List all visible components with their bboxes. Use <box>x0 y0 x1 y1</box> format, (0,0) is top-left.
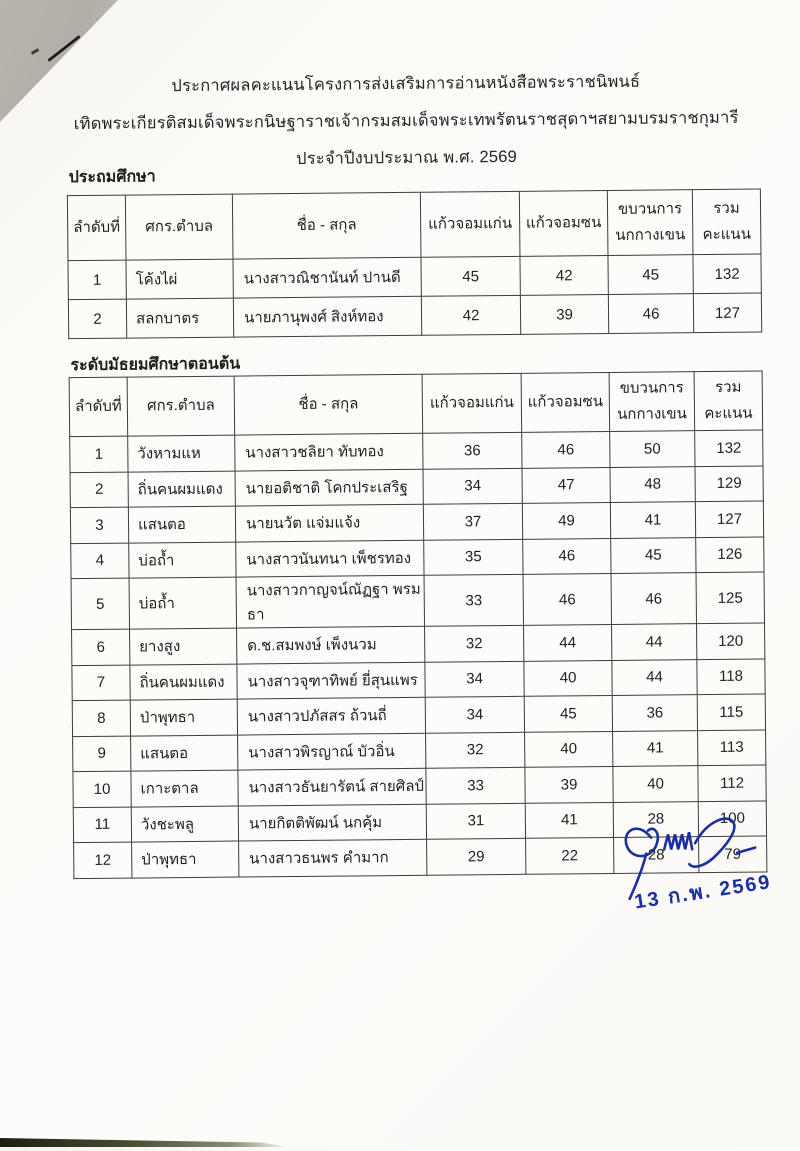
table-cell: นายกิตติพัฒน์ นกคุ้ม <box>238 804 426 841</box>
table-cell: 7 <box>72 665 130 701</box>
table-cell: 36 <box>423 432 522 468</box>
table-cell: 46 <box>523 573 611 625</box>
table-cell: บ่อถ้ำ <box>129 542 236 579</box>
table-cell: นางสาวจุฑาทิพย์ ยี่สุนแพร <box>237 662 425 699</box>
table-cell: 42 <box>421 295 520 335</box>
column-header: ศกร.ตำบล <box>127 376 235 436</box>
table-cell: นายอติชาติ โคกประเสริฐ <box>235 469 423 506</box>
table-cell: 45 <box>608 255 693 295</box>
document-header <box>0 62 800 181</box>
column-header: ลำดับที่ <box>69 377 128 437</box>
table-cell: 44 <box>524 624 612 660</box>
table-cell: บ่อถ้ำ <box>129 577 236 629</box>
table-cell: 47 <box>522 467 610 503</box>
table-cell: นางสาวกาญจน์ณัฏฐา พรมธา <box>236 575 424 628</box>
column-header: แก้วจอมแก่น <box>422 373 522 433</box>
table-cell: 45 <box>611 537 696 573</box>
table-cell: แสนตอ <box>128 506 235 543</box>
table-cell: 46 <box>608 294 693 334</box>
table-cell: 33 <box>424 574 523 626</box>
table-cell: 46 <box>611 573 696 625</box>
table-cell: 5 <box>71 578 129 630</box>
table-cell: นางสาวธนพร คำมาก <box>239 839 427 876</box>
table-cell: 50 <box>610 431 695 467</box>
table-cell: นางสาวธันยารัตน์ สายศิลป์ <box>238 768 426 805</box>
table-cell: 41 <box>525 802 613 838</box>
table-cell: 125 <box>696 572 764 624</box>
table-cell: 32 <box>425 625 524 661</box>
table-cell: 40 <box>613 766 698 802</box>
table-cell: 28 <box>614 837 699 873</box>
table-cell: 44 <box>612 624 697 660</box>
table-cell: 40 <box>525 731 613 767</box>
table-cell: 46 <box>523 538 611 574</box>
column-header: ขบวนการ นกกางเขน <box>609 372 695 432</box>
table-cell: 32 <box>426 732 525 768</box>
table-cell: 100 <box>698 800 766 836</box>
table-cell: โค้งไผ่ <box>126 259 233 299</box>
table-cell: 31 <box>426 803 525 839</box>
document-title-line-1: ประกาศผลคะแนนโครงการส่งเสริมการอ่านหนังสือพระราชนิพนธ์ <box>171 72 641 96</box>
table-cell: 44 <box>612 659 697 695</box>
table-cell: 9 <box>73 736 131 772</box>
primary-results-table <box>67 189 762 340</box>
table-row <box>71 572 764 630</box>
table-cell: ถิ่นคนผมแดง <box>130 664 237 701</box>
column-header: แก้วจอมแก่น <box>420 191 520 257</box>
table-cell: 41 <box>610 502 695 538</box>
table-cell: 1 <box>68 260 126 300</box>
table-cell: นายภานุพงศ์ สิงห์ทอง <box>233 296 421 337</box>
column-header: แก้วจอมซน <box>521 372 610 432</box>
table-cell: 120 <box>697 623 765 659</box>
table-cell: 34 <box>425 661 524 697</box>
table-cell: นายนวัต แจ่มแจ้ง <box>235 504 423 541</box>
table-cell: 4 <box>71 543 129 579</box>
table-cell: 29 <box>427 838 526 874</box>
table-cell: นางสาวปภัสสร ถ้วนถี่ <box>237 697 425 734</box>
table-cell: 49 <box>522 502 610 538</box>
table-cell: 36 <box>612 695 697 731</box>
column-header: แก้วจอมซน <box>519 190 608 256</box>
table-cell: 40 <box>524 660 612 696</box>
table-cell: แสนตอ <box>131 735 238 772</box>
document-title-line-2: เทิดพระเกียรติสมเด็จพระกนิษฐาราชเจ้ากรมสมเด็จพระเทพรัตนราชสุดาฯสยามบรมราชกุมารี <box>73 108 739 134</box>
table-cell: นางสาวชลิยา ทับทอง <box>235 433 423 470</box>
table-cell: 10 <box>73 771 131 807</box>
column-header: รวม คะแนน <box>692 189 761 255</box>
table-cell: ป่าพุทธา <box>132 841 239 878</box>
header-row <box>69 371 763 437</box>
secondary-results-table <box>69 371 768 879</box>
table-cell: 112 <box>698 765 766 801</box>
table-cell: 132 <box>693 254 761 294</box>
table-cell: 35 <box>424 539 523 575</box>
table-cell: 41 <box>613 730 698 766</box>
table-cell: 39 <box>525 766 613 802</box>
table-cell: 45 <box>524 695 612 731</box>
table-cell: ยางสูง <box>130 628 237 665</box>
table-cell: 48 <box>610 466 695 502</box>
table-cell: 127 <box>693 293 761 333</box>
table-cell: 127 <box>695 501 763 537</box>
column-header: รวม คะแนน <box>694 371 763 431</box>
header-row <box>67 189 761 261</box>
table-cell: 1 <box>70 436 128 472</box>
table-cell: นางสาวณิชานันท์ ปานดี <box>233 257 421 298</box>
table-cell: วังหามแห <box>128 435 235 472</box>
table-cell: 129 <box>695 466 763 502</box>
table-cell: สลกบาตร <box>126 298 233 338</box>
table-cell: 46 <box>522 431 610 467</box>
table-cell: 39 <box>520 294 608 334</box>
table-cell: 28 <box>613 801 698 837</box>
table-cell: ด.ช.สมพงษ์ เพ็งนวม <box>237 626 425 663</box>
table-cell: 6 <box>72 629 130 665</box>
table-row <box>68 293 761 339</box>
table-cell: 42 <box>520 255 608 295</box>
table-cell: นางสาวนันทนา เพ็ชรทอง <box>236 540 424 577</box>
column-header: ลำดับที่ <box>67 195 126 261</box>
table-cell: 3 <box>70 507 128 543</box>
table-cell: 34 <box>425 696 524 732</box>
table-cell: 22 <box>526 837 614 873</box>
table-cell: 37 <box>423 503 522 539</box>
table-cell: 34 <box>423 468 522 504</box>
table-cell: 2 <box>70 472 128 508</box>
table-cell: 126 <box>696 537 764 573</box>
column-header: ชื่อ - สกุล <box>234 374 423 435</box>
table-cell: 2 <box>68 299 126 339</box>
table-cell: 45 <box>421 256 520 296</box>
table-cell: 132 <box>695 430 763 466</box>
handwritten-date: 13 ก.พ. 2569 <box>633 871 774 914</box>
table-cell: 33 <box>426 767 525 803</box>
column-header: ชื่อ - สกุล <box>232 192 421 259</box>
document-title-line-3: ประจำปีงบประมาณ พ.ศ. 2569 <box>296 147 517 168</box>
table-cell: ถิ่นคนผมแดง <box>128 471 235 508</box>
table-cell: ป่าพุทธา <box>130 699 237 736</box>
table-cell: 8 <box>72 700 130 736</box>
table-cell: 12 <box>74 842 132 878</box>
column-header: ขบวนการ นกกางเขน <box>607 190 693 256</box>
table-row <box>68 254 761 300</box>
section-label-secondary: ระดับมัธยมศึกษาตอนต้น <box>70 355 241 375</box>
table-cell: 11 <box>73 807 131 843</box>
column-header: ศกร.ตำบล <box>125 194 233 260</box>
table-cell: วังชะพลู <box>131 806 238 843</box>
table-cell: นางสาวพิรญาณ์ บัวอิ่น <box>238 733 426 770</box>
table-cell: 113 <box>698 730 766 766</box>
table-cell: เกาะตาล <box>131 770 238 807</box>
section-label-primary: ประถมศึกษา <box>68 168 156 187</box>
table-cell: 118 <box>697 659 765 695</box>
table-cell: 115 <box>697 694 765 730</box>
table-cell: 79 <box>699 836 767 872</box>
